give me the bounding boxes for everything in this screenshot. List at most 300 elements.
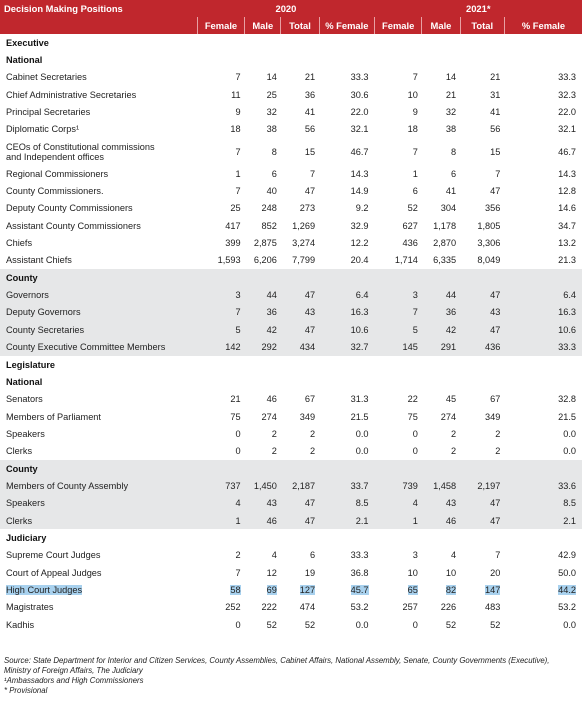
cell-text: 21 — [230, 394, 241, 405]
cell-value — [281, 616, 319, 633]
cell-text: 2,875 — [253, 238, 277, 249]
cell-text: 14.3 — [558, 168, 576, 179]
row-label-text: Members of County Assembly — [6, 480, 129, 491]
cell-text: 36 — [266, 307, 277, 318]
year-2021-header: 2021* — [375, 0, 582, 17]
cell-text: 7 — [412, 146, 418, 157]
cell-value — [319, 103, 374, 120]
cell-value — [245, 477, 281, 494]
cell-text: 33.6 — [558, 480, 576, 491]
cell-value — [504, 286, 582, 303]
cell-text: 47 — [490, 498, 501, 509]
cell-value — [504, 165, 582, 182]
cell-value — [319, 182, 374, 199]
table-row — [0, 581, 582, 598]
cell-value — [460, 69, 504, 86]
cell-value — [319, 564, 374, 581]
cell-text: 399 — [225, 238, 241, 249]
cell-text: 25 — [266, 89, 277, 100]
cell-text: 47 — [490, 515, 501, 526]
row-label-text: County Secretaries — [6, 324, 85, 335]
cell-text: 14 — [445, 72, 457, 83]
cell-value — [460, 599, 504, 616]
cell-value — [460, 103, 504, 120]
cell-value — [245, 138, 281, 165]
cell-text: 2 — [495, 428, 501, 439]
cell-text: 52 — [445, 619, 457, 630]
cell-value — [197, 103, 244, 120]
cell-value — [422, 86, 460, 103]
cell-value — [460, 86, 504, 103]
section-row — [0, 373, 582, 390]
cell-value — [197, 477, 244, 494]
cell-text: 8.5 — [355, 498, 369, 509]
cell-text: 2 — [310, 446, 316, 457]
cell-text: 349 — [299, 411, 316, 422]
row-label — [0, 339, 197, 356]
cell-value — [422, 252, 460, 269]
cell-value — [375, 304, 422, 321]
cell-value — [460, 165, 504, 182]
cell-text: 0 — [412, 446, 418, 457]
cell-text: 46.7 — [558, 146, 576, 157]
row-label — [0, 616, 197, 633]
cell-value — [245, 425, 281, 442]
cell-text: 274 — [261, 411, 277, 422]
cell-value — [460, 564, 504, 581]
cell-text: 47 — [490, 324, 501, 335]
cell-value — [460, 547, 504, 564]
row-label — [0, 304, 197, 321]
cell-value — [197, 69, 244, 86]
cell-value — [319, 408, 374, 425]
row-label — [0, 599, 197, 616]
cell-value — [460, 182, 504, 199]
cell-text: 4 — [235, 498, 241, 509]
cell-value — [504, 121, 582, 138]
row-label — [0, 581, 197, 598]
cell-value — [504, 138, 582, 165]
cell-text: 46 — [445, 515, 457, 526]
table-row — [0, 217, 582, 234]
cell-value — [504, 564, 582, 581]
section-row — [0, 529, 582, 546]
cell-text: 40 — [266, 186, 277, 197]
cell-text: 12.2 — [350, 238, 369, 249]
cell-value — [460, 286, 504, 303]
cell-value — [319, 547, 374, 564]
row-label-text: Diplomatic Corps¹ — [6, 124, 80, 135]
cell-text: 3 — [412, 290, 418, 301]
cell-text: 67 — [490, 394, 501, 405]
row-label — [0, 200, 197, 217]
cell-value — [375, 425, 422, 442]
row-label — [0, 138, 197, 165]
cell-value — [375, 477, 422, 494]
cell-text: 43 — [445, 498, 457, 509]
cell-value — [375, 165, 422, 182]
cell-text: 1,450 — [253, 480, 277, 491]
section-label: County — [0, 460, 582, 477]
cell-value — [422, 564, 460, 581]
cell-text: 58 — [230, 584, 241, 595]
section-row — [0, 51, 582, 68]
cell-value — [245, 321, 281, 338]
row-label — [0, 182, 197, 199]
cell-text: 34.7 — [558, 220, 576, 231]
cell-value — [422, 408, 460, 425]
cell-value — [504, 217, 582, 234]
cell-text: 222 — [261, 602, 277, 613]
cell-value — [319, 443, 374, 460]
table-row — [0, 408, 582, 425]
table-row — [0, 103, 582, 120]
cell-value — [375, 182, 422, 199]
cell-value — [460, 391, 504, 408]
cell-text: 0.0 — [563, 428, 576, 439]
cell-text: 13.2 — [558, 238, 576, 249]
table-row — [0, 339, 582, 356]
cell-text: 436 — [402, 238, 418, 249]
cell-value — [245, 339, 281, 356]
cell-value — [422, 69, 460, 86]
cell-value — [504, 234, 582, 251]
cell-value — [319, 252, 374, 269]
cell-text: 273 — [299, 203, 316, 214]
cell-value — [197, 286, 244, 303]
cell-text: 46 — [266, 394, 277, 405]
cell-text: 2,187 — [292, 480, 316, 491]
cell-text: 16.3 — [558, 307, 576, 318]
cell-value — [375, 443, 422, 460]
cell-value — [422, 616, 460, 633]
cell-text: 9 — [235, 107, 241, 118]
cell-value — [375, 200, 422, 217]
cell-value — [281, 138, 319, 165]
row-label — [0, 234, 197, 251]
cell-text: 7 — [495, 550, 501, 561]
cell-value — [245, 200, 281, 217]
cell-value — [245, 547, 281, 564]
cell-text: 10 — [407, 89, 418, 100]
cell-text: 42 — [445, 324, 457, 335]
cell-text: 8.5 — [563, 498, 576, 509]
cell-value — [422, 234, 460, 251]
cell-value — [504, 599, 582, 616]
cell-value — [422, 165, 460, 182]
cell-value — [245, 234, 281, 251]
table-row — [0, 252, 582, 269]
cell-text: 304 — [440, 203, 457, 214]
row-label-text: Cabinet Secretaries — [6, 72, 87, 83]
cell-text: 0 — [235, 428, 241, 439]
cell-value — [281, 86, 319, 103]
cell-value — [281, 408, 319, 425]
col-header: Female — [197, 17, 244, 34]
cell-text: 53.2 — [350, 602, 369, 613]
cell-value — [319, 286, 374, 303]
table-row — [0, 547, 582, 564]
cell-text: 19 — [304, 567, 316, 578]
row-label-text: Magistrates — [6, 602, 54, 613]
cell-text: 33.3 — [558, 72, 576, 83]
row-label-text: Deputy Governors — [6, 307, 81, 318]
cell-value — [281, 304, 319, 321]
cell-text: 36 — [445, 307, 457, 318]
cell-text: 18 — [407, 124, 418, 135]
cell-text: 6 — [310, 550, 316, 561]
cell-text: 474 — [299, 602, 316, 613]
cell-text: 257 — [402, 602, 418, 613]
source-note: Source: State Department for Interior and Citizen Services, County Assemblies, Cabinet Affairs, National Assembly, Senate, County Governments (Executive), Ministry of Foreign Affairs, The Judiciary — [4, 656, 550, 675]
cell-value — [281, 564, 319, 581]
cell-value — [375, 121, 422, 138]
table-body — [0, 34, 582, 633]
year-2020-header: 2020 — [197, 0, 374, 17]
cell-text: 52 — [407, 203, 418, 214]
cell-text: 5 — [235, 324, 241, 335]
cell-value — [460, 495, 504, 512]
cell-value — [281, 443, 319, 460]
cell-text: 22.0 — [558, 107, 576, 118]
row-label — [0, 121, 197, 138]
row-label — [0, 564, 197, 581]
cell-text: 2.1 — [563, 515, 576, 526]
cell-value — [281, 581, 319, 598]
cell-text: 9 — [412, 107, 418, 118]
row-label-text: County Executive Committee Members — [6, 342, 166, 353]
cell-text: 10 — [445, 567, 457, 578]
table-row — [0, 425, 582, 442]
cell-value — [422, 391, 460, 408]
cell-text: 36.8 — [350, 567, 369, 578]
footnote-ambassadors: ¹Ambassadors and High Commissioners — [4, 676, 144, 685]
cell-text: 20.4 — [350, 255, 369, 266]
cell-value — [281, 182, 319, 199]
cell-text: 47 — [304, 498, 316, 509]
cell-value — [319, 477, 374, 494]
cell-value — [281, 425, 319, 442]
table-row — [0, 599, 582, 616]
cell-text: 32.7 — [350, 342, 369, 353]
table-row — [0, 477, 582, 494]
cell-value — [375, 408, 422, 425]
cell-text: 1 — [412, 515, 418, 526]
cell-value — [281, 103, 319, 120]
cell-text: 25 — [230, 203, 241, 214]
cell-value — [281, 512, 319, 529]
cell-value — [422, 103, 460, 120]
cell-text: 2 — [235, 550, 241, 561]
cell-text: 32.1 — [558, 124, 576, 135]
cell-value — [281, 599, 319, 616]
row-label-text: Assistant Chiefs — [6, 255, 72, 266]
cell-text: 33.3 — [350, 72, 369, 83]
cell-text: 3,306 — [477, 238, 501, 249]
row-label — [0, 321, 197, 338]
cell-text: 737 — [225, 480, 241, 491]
cell-value — [319, 616, 374, 633]
row-label — [0, 477, 197, 494]
cell-value — [504, 512, 582, 529]
cell-text: 8 — [271, 146, 277, 157]
cell-value — [197, 547, 244, 564]
cell-value — [281, 391, 319, 408]
cell-text: 14.9 — [350, 186, 369, 197]
cell-value — [197, 339, 244, 356]
cell-text: 9.2 — [355, 203, 369, 214]
cell-value — [245, 252, 281, 269]
cell-value — [504, 103, 582, 120]
cell-text: 45 — [445, 394, 457, 405]
cell-value — [460, 616, 504, 633]
cell-value — [197, 391, 244, 408]
cell-value — [504, 252, 582, 269]
col-header: Total — [460, 17, 504, 34]
cell-value — [319, 495, 374, 512]
cell-text: 1,178 — [433, 220, 457, 231]
cell-value — [375, 391, 422, 408]
cell-value — [281, 477, 319, 494]
cell-text: 44 — [266, 290, 277, 301]
cell-text: 44 — [445, 290, 457, 301]
cell-text: 4 — [450, 550, 457, 561]
row-label-text: High Court Judges — [6, 584, 83, 595]
cell-value — [460, 138, 504, 165]
col-header: Female — [375, 17, 422, 34]
cell-text: 436 — [485, 342, 501, 353]
cell-text: 32.8 — [558, 394, 576, 405]
cell-text: 1,593 — [217, 255, 241, 266]
cell-value — [375, 495, 422, 512]
row-label-text: Assistant County Commissioners — [6, 220, 141, 231]
cell-text: 32.9 — [350, 220, 369, 231]
cell-text: 0.0 — [355, 619, 369, 630]
cell-text: 21.5 — [558, 411, 576, 422]
cell-text: 41 — [304, 107, 316, 118]
cell-text: 32 — [266, 107, 277, 118]
table-row — [0, 304, 582, 321]
table-row — [0, 286, 582, 303]
cell-value — [504, 495, 582, 512]
table-row — [0, 86, 582, 103]
cell-text: 21.5 — [350, 411, 369, 422]
cell-text: 7 — [235, 72, 241, 83]
row-label-text: Court of Appeal Judges — [6, 567, 102, 578]
cell-value — [422, 339, 460, 356]
footnote-provisional: * Provisional — [4, 686, 48, 695]
cell-value — [197, 200, 244, 217]
cell-text: 0 — [412, 619, 418, 630]
cell-text: 3 — [412, 550, 418, 561]
cell-text: 42.9 — [558, 550, 576, 561]
row-label-text: Regional Commissioners — [6, 168, 109, 179]
row-label-text: Governors — [6, 290, 49, 301]
row-label — [0, 217, 197, 234]
row-label — [0, 547, 197, 564]
row-label-text: Clerks — [6, 446, 33, 457]
cell-value — [281, 321, 319, 338]
cell-value — [422, 200, 460, 217]
section-label: National — [6, 376, 43, 387]
col-header: Male — [245, 17, 281, 34]
cell-text: 21 — [304, 72, 316, 83]
cell-text: 16.3 — [350, 307, 369, 318]
cell-value — [460, 217, 504, 234]
cell-value — [281, 339, 319, 356]
cell-value — [375, 138, 422, 165]
cell-value — [375, 217, 422, 234]
cell-value — [460, 200, 504, 217]
cell-text: 47 — [490, 290, 501, 301]
cell-text: 41 — [490, 107, 501, 118]
cell-value — [460, 304, 504, 321]
cell-value — [197, 86, 244, 103]
col-header: % Female — [504, 17, 582, 34]
cell-text: 4 — [271, 550, 277, 561]
row-label-text: Clerks — [6, 515, 33, 526]
cell-text: 6 — [271, 168, 277, 179]
cell-text: 31.3 — [350, 394, 369, 405]
section-row — [0, 356, 582, 373]
cell-text: 46 — [266, 515, 277, 526]
cell-text: 14.6 — [558, 203, 576, 214]
cell-value — [197, 581, 244, 598]
col-header: % Female — [319, 17, 374, 34]
cell-value — [197, 425, 244, 442]
row-label — [0, 165, 197, 182]
cell-value — [197, 252, 244, 269]
cell-value — [281, 200, 319, 217]
cell-text: 2 — [450, 428, 457, 439]
cell-value — [375, 547, 422, 564]
cell-text: 1,714 — [394, 255, 418, 266]
cell-text: 2 — [450, 446, 457, 457]
row-label-text-line2: and Independent offices — [6, 151, 104, 162]
row-label-text: Kadhis — [6, 619, 35, 630]
cell-value — [281, 495, 319, 512]
cell-text: 349 — [485, 411, 501, 422]
cell-text: 0.0 — [563, 446, 576, 457]
cell-text: 226 — [440, 602, 457, 613]
cell-value — [504, 321, 582, 338]
col-header: Total — [281, 17, 319, 34]
cell-value — [504, 182, 582, 199]
cell-text: 1 — [235, 515, 241, 526]
cell-text: 0 — [235, 446, 241, 457]
cell-value — [504, 339, 582, 356]
cell-value — [422, 425, 460, 442]
cell-text: 31 — [490, 89, 501, 100]
table-row — [0, 616, 582, 633]
cell-value — [375, 69, 422, 86]
cell-value — [197, 443, 244, 460]
table-row — [0, 321, 582, 338]
cell-value — [319, 69, 374, 86]
cell-text: 739 — [402, 480, 418, 491]
section-label: County — [0, 269, 582, 286]
row-label-text: Deputy County Commissioners — [6, 203, 133, 214]
row-label — [0, 103, 197, 120]
row-label — [0, 391, 197, 408]
cell-text: 2 — [271, 446, 277, 457]
cell-text: 15 — [304, 146, 316, 157]
cell-value — [422, 443, 460, 460]
cell-value — [422, 121, 460, 138]
cell-value — [422, 581, 460, 598]
row-label-text: CEOs of Constitutional commissions — [6, 141, 155, 152]
cell-text: 1,805 — [477, 220, 501, 231]
